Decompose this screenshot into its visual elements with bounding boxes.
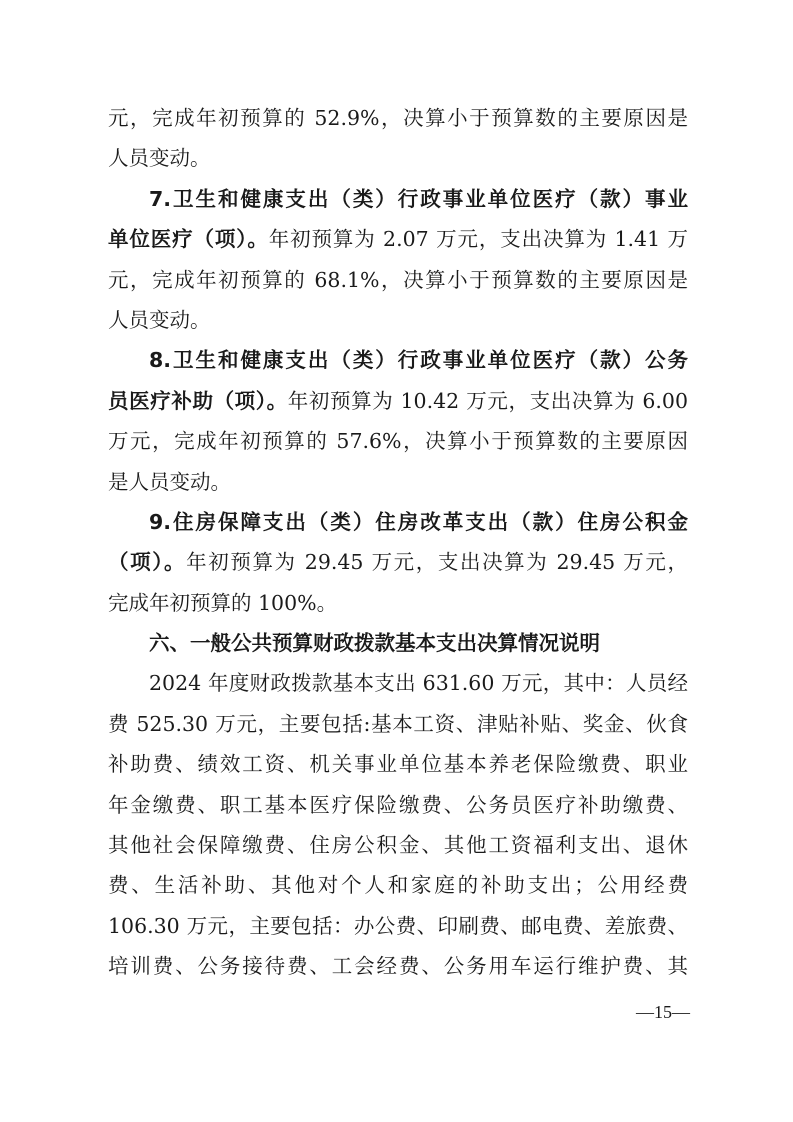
text-line (108, 300, 688, 340)
bold-heading-text: （项）。 (108, 550, 187, 575)
body-text-segment: 年初预算为 29.45 万元，支出决算为 29.45 万元， (186, 550, 688, 575)
text-line (108, 421, 688, 461)
text-line (108, 340, 688, 380)
body-text-segment: 费、生活补助、其他对个人和家庭的补助支出；公用经费 (108, 873, 688, 898)
body-text-segment: 2024 年度财政拨款基本支出 631.60 万元，其中：人员经 (149, 671, 688, 696)
body-text-segment: 元，完成年初预算的 68.1%，决算小于预算数的主要原因是 (108, 267, 688, 292)
bold-heading-text: 8.卫生和健康支出（类）行政事业单位医疗（款）公务 (149, 348, 688, 373)
section-heading: 六、一般公共预算财政拨款基本支出决算情况说明 (149, 631, 600, 656)
text-line (108, 906, 688, 946)
body-text-segment: 培训费、公务接待费、工会经费、公务用车运行维护费、其 (108, 954, 688, 979)
body-text-segment: 补助费、绩效工资、机关事业单位基本养老保险缴费、职业 (108, 752, 688, 777)
text-line (108, 946, 688, 986)
page-number: —15— (636, 1002, 690, 1022)
text-line (108, 583, 688, 623)
text-line (108, 623, 688, 663)
text-line (108, 744, 688, 784)
bold-heading-text: 员医疗补助（项）。 (108, 388, 288, 413)
bold-heading-text: 9.住房保障支出（类）住房改革支出（款）住房公积金 (149, 509, 688, 534)
text-line (108, 785, 688, 825)
bold-heading-text: 单位医疗（项）。 (108, 227, 269, 252)
body-text-segment: 年初预算为 10.42 万元，支出决算为 6.00 (287, 388, 688, 413)
text-line (108, 219, 688, 259)
text-line (108, 98, 688, 138)
text-line (108, 381, 688, 421)
text-line (108, 542, 688, 582)
body-text-segment: 年金缴费、职工基本医疗保险缴费、公务员医疗补助缴费、 (108, 792, 688, 817)
body-text-segment: 万元，完成年初预算的 57.6%，决算小于预算数的主要原因 (108, 429, 688, 454)
body-text-segment: 是人员变动。 (108, 469, 231, 494)
text-line (108, 260, 688, 300)
body-text-segment: 完成年初预算的 100%。 (108, 590, 338, 615)
bold-heading-text: 7.卫生和健康支出（类）行政事业单位医疗（款）事业 (149, 186, 688, 211)
text-line (108, 502, 688, 542)
body-text-segment: 人员变动。 (108, 307, 211, 332)
body-text-segment: 费 525.30 万元，主要包括:基本工资、津贴补贴、奖金、伙食 (108, 711, 688, 736)
text-line (108, 138, 688, 178)
text-line (108, 704, 688, 744)
body-text-segment: 106.30 万元，主要包括：办公费、印刷费、邮电费、差旅费、 (108, 913, 688, 938)
text-line (108, 865, 688, 905)
text-line (108, 462, 688, 502)
body-text-segment: 元，完成年初预算的 52.9%，决算小于预算数的主要原因是 (108, 106, 688, 130)
text-line (108, 663, 688, 703)
body-text-segment: 其他社会保障缴费、住房公积金、其他工资福利支出、退休 (108, 833, 688, 858)
text-line (108, 179, 688, 219)
body-text (108, 98, 688, 987)
body-text-segment: 人员变动。 (108, 146, 211, 171)
text-line (108, 825, 688, 865)
body-text-segment: 年初预算为 2.07 万元，支出决算为 1.41 万 (268, 227, 688, 252)
